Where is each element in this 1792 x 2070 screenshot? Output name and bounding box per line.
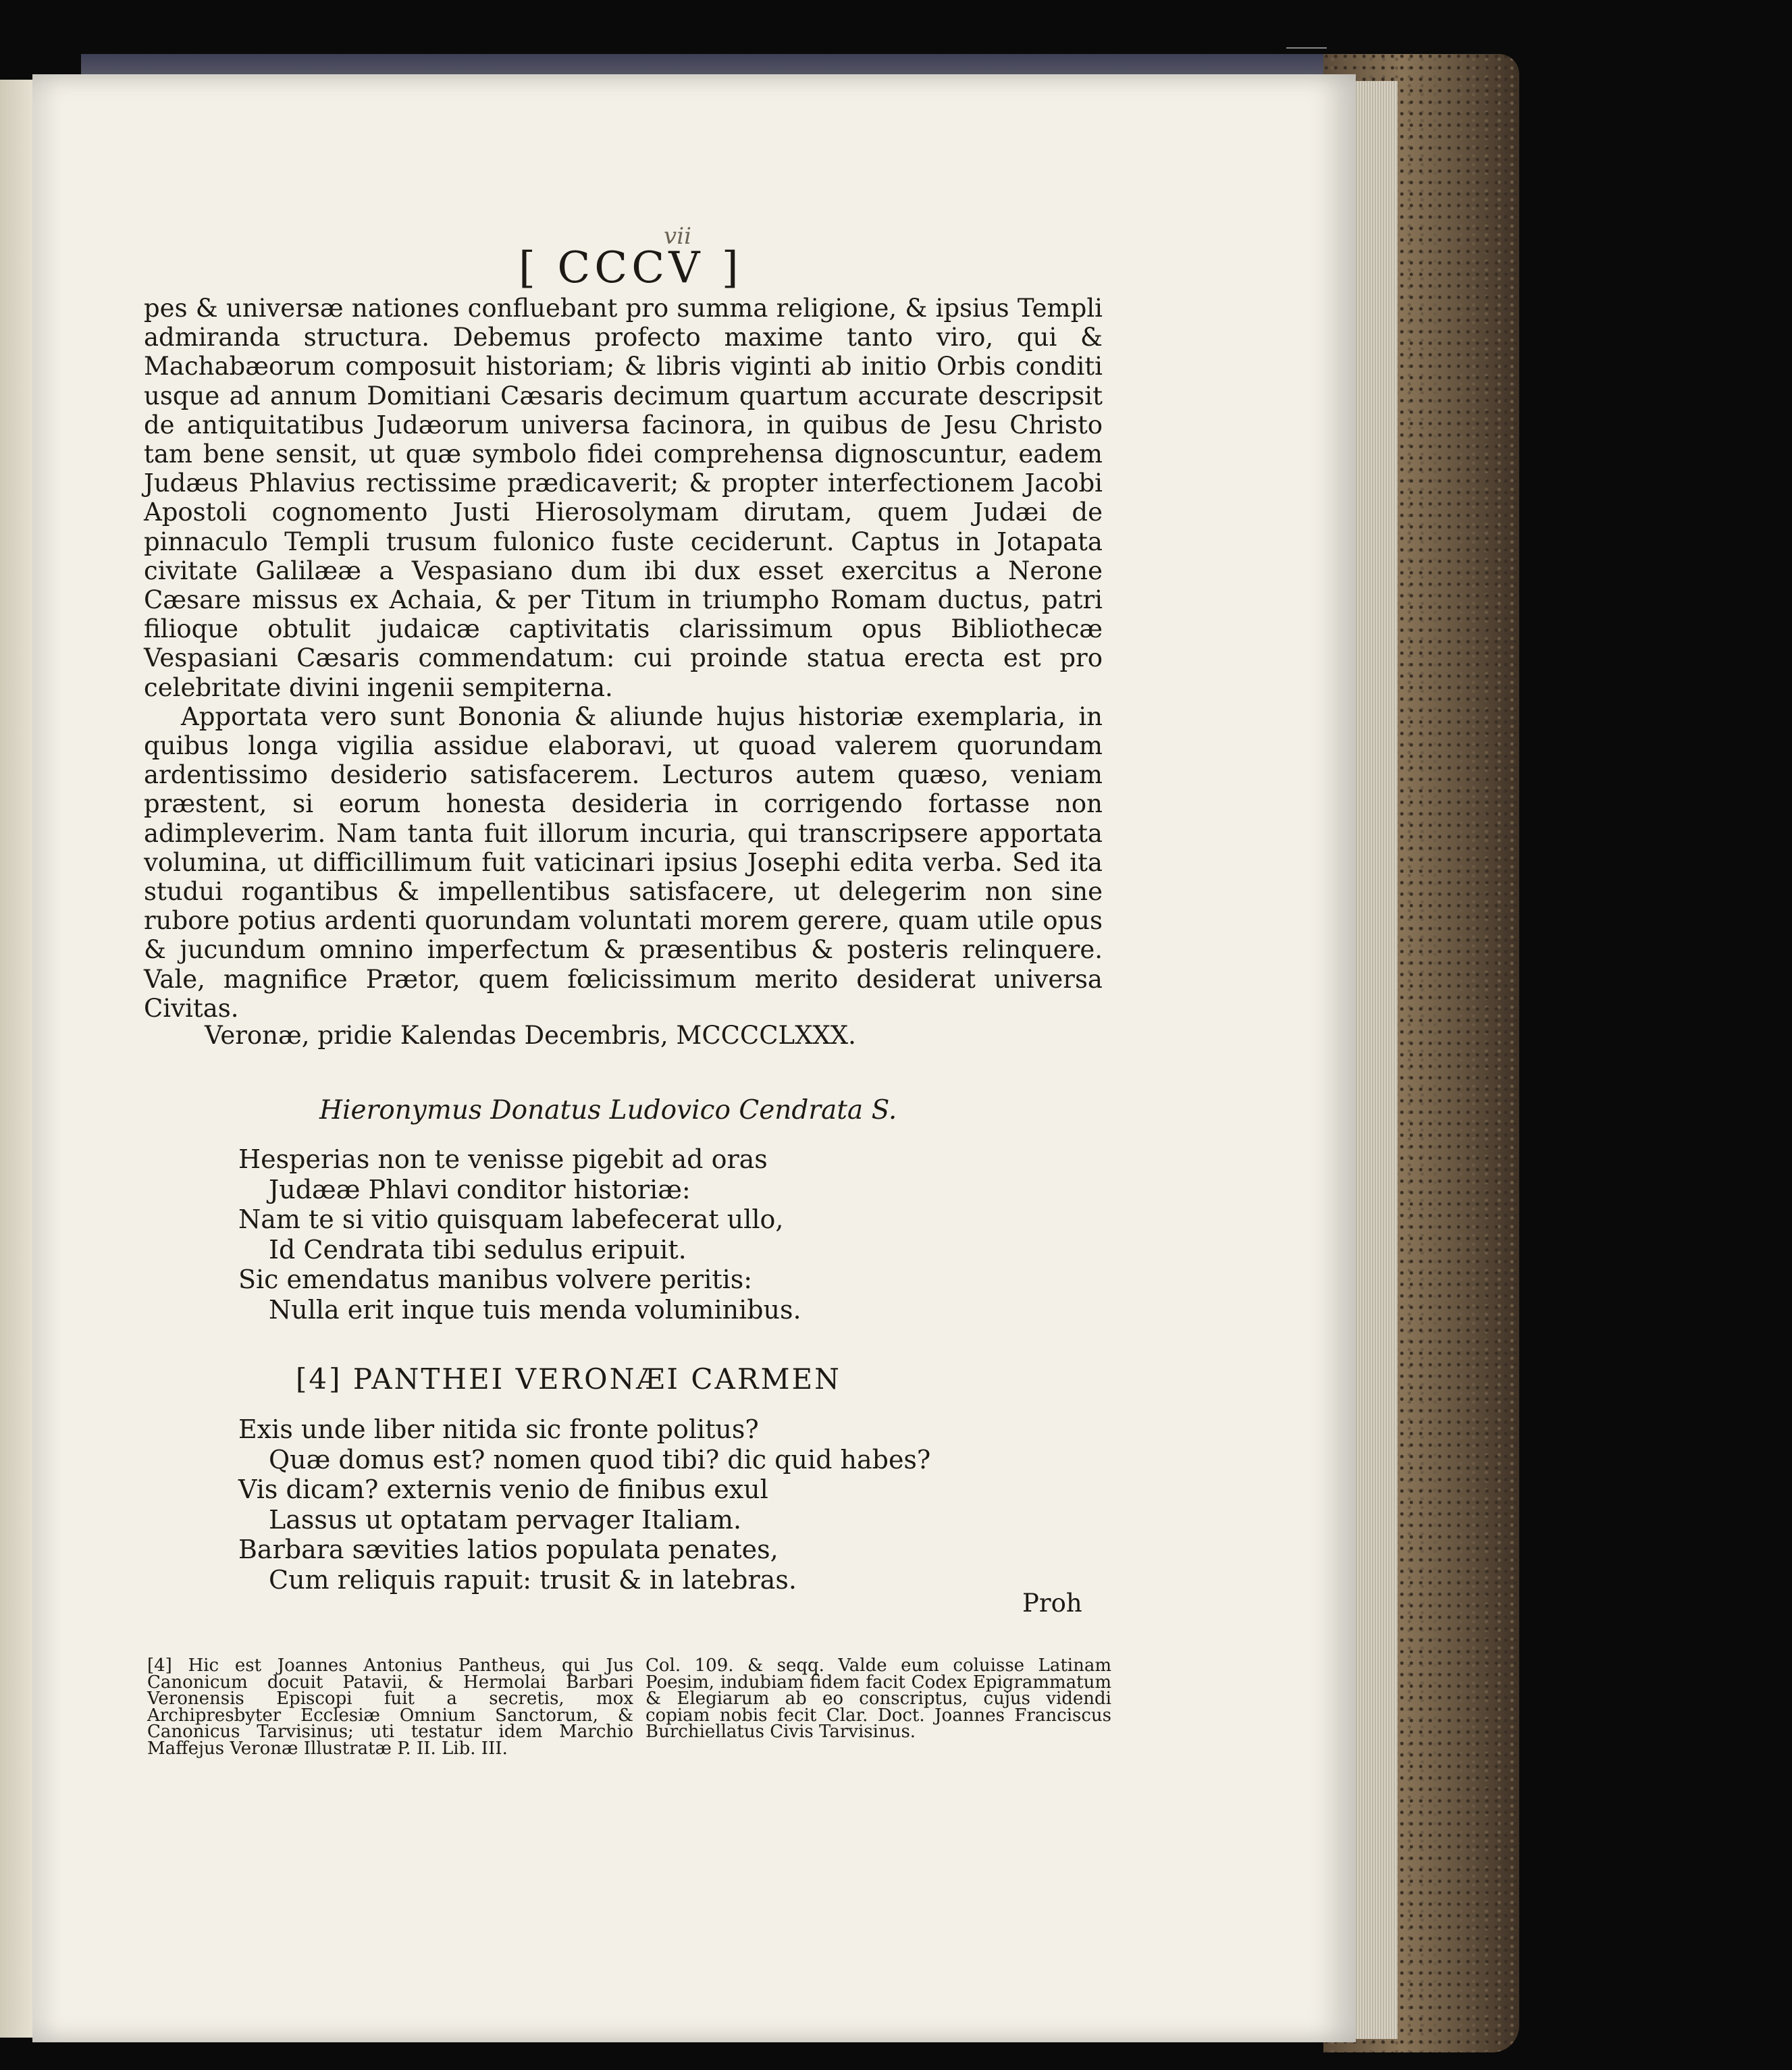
poem-line: Nulla erit inque tuis menda voluminibus. [269, 1294, 801, 1325]
poem-line: Barbara sævities latios populata penates, [238, 1535, 779, 1565]
poem-line: Quæ domus est? nomen quod tibi? dic quid habes? [269, 1444, 931, 1475]
letter-heading: Hieronymus Donatus Ludovico Cendrata S. [319, 1095, 897, 1125]
poem-line: Hesperias non te venisse pigebit ad oras [238, 1144, 768, 1174]
previous-page-edge [0, 80, 34, 2038]
poem-line: Cum reliquis rapuit: trusit & in latebras. [269, 1564, 797, 1595]
footnote-right: Col. 109. & seqq. Valde eum coluisse Latinam Poesim, indubiam fidem facit Codex Epigrammatum & Elegiarum ab eo conscriptus, cujus videndi copiam nobis fecit Clar. Doct. Joannes Franciscus Burchiellatus Civis Tarvisinus. [645, 1655, 1111, 1742]
poem-panthei [238, 1414, 930, 1595]
scan-rule [1286, 47, 1327, 49]
poem-line: Sic emendatus manibus volvere peritis: [238, 1265, 753, 1295]
carmen-heading: [4] PANTHEI VERONÆI CARMEN [296, 1362, 841, 1396]
poem-line: Judææ Phlavi conditor historiæ: [269, 1174, 691, 1204]
poem-line: Nam te si vitio quisquam labefecerat ullo, [238, 1204, 784, 1235]
book-page [32, 74, 1356, 2042]
margin-mark: vii [664, 223, 691, 250]
poem-line: Id Cendrata tibi sedulus eripuit. [269, 1234, 687, 1265]
poem-line: Vis dicam? externis venio de finibus exul [238, 1475, 768, 1505]
page-number-header: [ CCCV ] [519, 243, 743, 293]
paragraph-1: pes & universæ nationes confluebant pro summa religione, & ipsius Templi admiranda structura. Debemus profecto maxime tanto viro, qui & Machabæorum composuit historiam; & libris viginti ab initio Orbis conditi usque ad annum Domitiani Cæsaris decimum quartum accurate descripsit de antiquitatibus Judæorum universa facinora, in quibus de Jesu Christo tam bene sensit, ut quæ symbolo fidei comprehensa dignoscuntur, eadem Judæus Phlavius rectissime prædicaverit; & propter interfectionem Jacobi Apostoli cognomento Justi Hierosolymam dirutam, quem Judæi de pinnaculo Templi trusum fulonico fuste ceciderunt. Captus in Jotapata civitate Galilææ a Vespasiano dum ibi dux esset exercitus a Nerone Cæsare missus ex Achaia, & per Titum in triumpho Romam ductus, patri filioque obtulit judaicæ captivitatis clarissimum opus Bibliothecæ Vespasiani Cæsaris commendatum: cui proinde statua erecta est pro celebritate divini ingenii sempiterna. [144, 294, 1103, 702]
poem-line: Lassus ut optatam pervager Italiam. [269, 1504, 742, 1535]
dateline: Veronæ, pridie Kalendas Decembris, MCCCCLXXX. [205, 1021, 856, 1050]
catchword: Proh [1022, 1589, 1082, 1618]
body-text [144, 294, 1103, 1023]
poem-cendrata [238, 1144, 801, 1325]
poem-line: Exis unde liber nitida sic fronte politus? [238, 1414, 759, 1444]
footnote-left: [4] Hic est Joannes Antonius Pantheus, qui Jus Canonicum docuit Patavii, & Hermolai Barbari Veronensis Episcopi fuit a secretis, mox Archipresbyter Ecclesiæ Omnium Sanctorum, & Canonicus Tarvisinus; uti testatur idem Marchio Maffejus Veronæ Illustratæ P. II. Lib. III. [147, 1655, 633, 1759]
paragraph-2: Apportata vero sunt Bononia & aliunde hujus historiæ exemplaria, in quibus longa vigilia assidue elaboravi, ut quoad valerem quorundam ardentissimo desiderio satisfacerem. Lecturos autem quæso, veniam præstent, si eorum honesta desideria in corrigendo fortasse non adimpleverim. Nam tanta fuit illorum incuria, qui transcripsere apportata volumina, ut difficillimum fuit vaticinari ipsius Josephi edita verba. Sed ita studui rogantibus & impellentibus satisfacere, ut delegerim non sine rubore potius ardenti quorundam voluntati morem gerere, quam utile opus & jucundum omnino imperfectum & præsentibus & posteris relinquere. Vale, magnifice Prætor, quem fœlicissimum merito desiderat universa Civitas. [144, 701, 1103, 1023]
